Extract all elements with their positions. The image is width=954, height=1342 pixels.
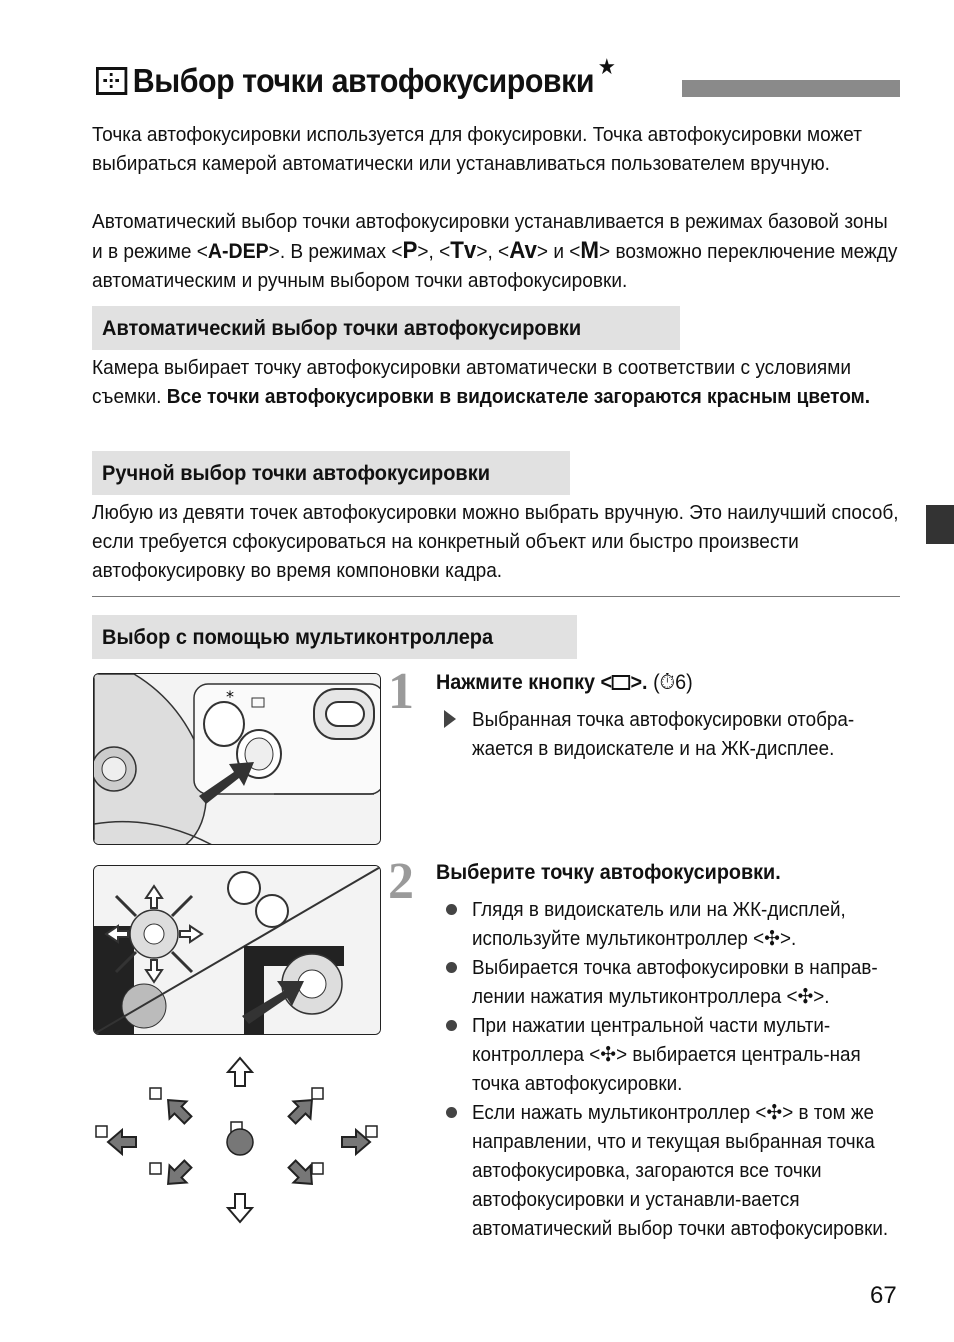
- bullet-dot-icon: [446, 904, 457, 915]
- chapter-tab: [926, 505, 954, 544]
- section-multi-heading: Выбор с помощью мультиконтроллера: [92, 615, 577, 659]
- step2-number: 2: [388, 853, 414, 910]
- list-item: При нажатии центральной части мульти-контроллера <✣> выбирается централь-ная точка автофокусировки.: [436, 1011, 906, 1098]
- arrow-up-left-icon: [160, 1092, 197, 1129]
- step2-bullets: [436, 895, 906, 1243]
- arrow-up-icon: [228, 1058, 252, 1086]
- step1-number: 1: [388, 663, 414, 720]
- arrow-down-left-icon: [160, 1156, 197, 1193]
- list-item: Выбранная точка автофокусировки отобра-жается в видоискателе и на ЖК-дисплее.: [436, 705, 906, 763]
- section-manual-text: Любую из девяти точек автофокусировки можно выбрать вручную. Это наилучший способ, если требуется сфокусироваться на конкретный объект или быстро произвести автофокусировку во время компоновки кадра.: [92, 501, 899, 582]
- star-icon: ★: [597, 54, 616, 79]
- arrow-bullet-icon: [444, 710, 456, 728]
- mode-tv: Tv: [450, 237, 477, 264]
- timer-reference: (⏱6): [653, 670, 693, 694]
- camera-photo-step2: [93, 865, 381, 1035]
- bullet-dot-icon: [446, 962, 457, 973]
- af-point-select-icon: [96, 67, 127, 95]
- arrow-down-icon: [228, 1194, 252, 1222]
- step1-bullets: [436, 705, 906, 763]
- multi-controller-direction-diagram: [92, 1050, 382, 1225]
- mode-m: M: [580, 237, 600, 264]
- list-item: Выбирается точка автофокусировки в направ-лении нажатия мультиконтроллера <✣>.: [436, 953, 906, 1011]
- bullet-dot-icon: [446, 1020, 457, 1031]
- step2-heading: Выберите точку автофокусировки.: [436, 860, 781, 884]
- bullet-dot-icon: [446, 1107, 457, 1118]
- page-number: 67: [870, 1282, 897, 1309]
- mode-p: P: [402, 237, 418, 264]
- title-bar: [682, 80, 900, 97]
- step1-heading: Нажмите кнопку < >. (⏱6): [436, 670, 693, 694]
- section-auto-heading: Автоматический выбор точки автофокусировки: [92, 306, 680, 350]
- title-text: Выбор точки автофокусировки: [132, 62, 595, 99]
- page-title: [96, 54, 616, 100]
- section-auto-text: Камера выбирает точку автофокусировки автоматически в соответствии с условиями съемки. Все точки автофокусировки в видоискателе загораются красным цветом.: [92, 356, 871, 408]
- list-item: Глядя в видоискатель или на ЖК-дисплей, используйте мультиконтроллер <✣>.: [436, 895, 906, 953]
- af-point-select-icon: [612, 675, 630, 690]
- svg-text:*: *: [226, 687, 234, 706]
- list-item: Если нажать мультиконтроллер <✣> в том же направлении, что и текущая выбранная точка автофокусировка, загораются все точки автофокусировки и устанавли-вается автоматический выбор точки автофокусировки.: [436, 1098, 906, 1243]
- intro-paragraph-2: Автоматический выбор точки автофокусировки устанавливается в режимах базовой зоны и в режиме <A-DEP>. В режимах <P>, <Tv>, <Av> и <M> возможно переключение между автоматическим и ручным выбором точки автофокусировки.: [92, 210, 898, 292]
- mode-av: Av: [509, 237, 537, 264]
- camera-photo-step1: [93, 673, 381, 845]
- section-manual-heading: Ручной выбор точки автофокусировки: [92, 451, 570, 495]
- divider: [92, 596, 900, 597]
- arrow-left-icon: [108, 1130, 136, 1154]
- intro-paragraph-1: Точка автофокусировки используется для фокусировки. Точка автофокусировки может выбираться камерой автоматически или устанавливаться пользователем вручную.: [92, 123, 862, 175]
- mode-adep: A-DEP: [207, 240, 269, 263]
